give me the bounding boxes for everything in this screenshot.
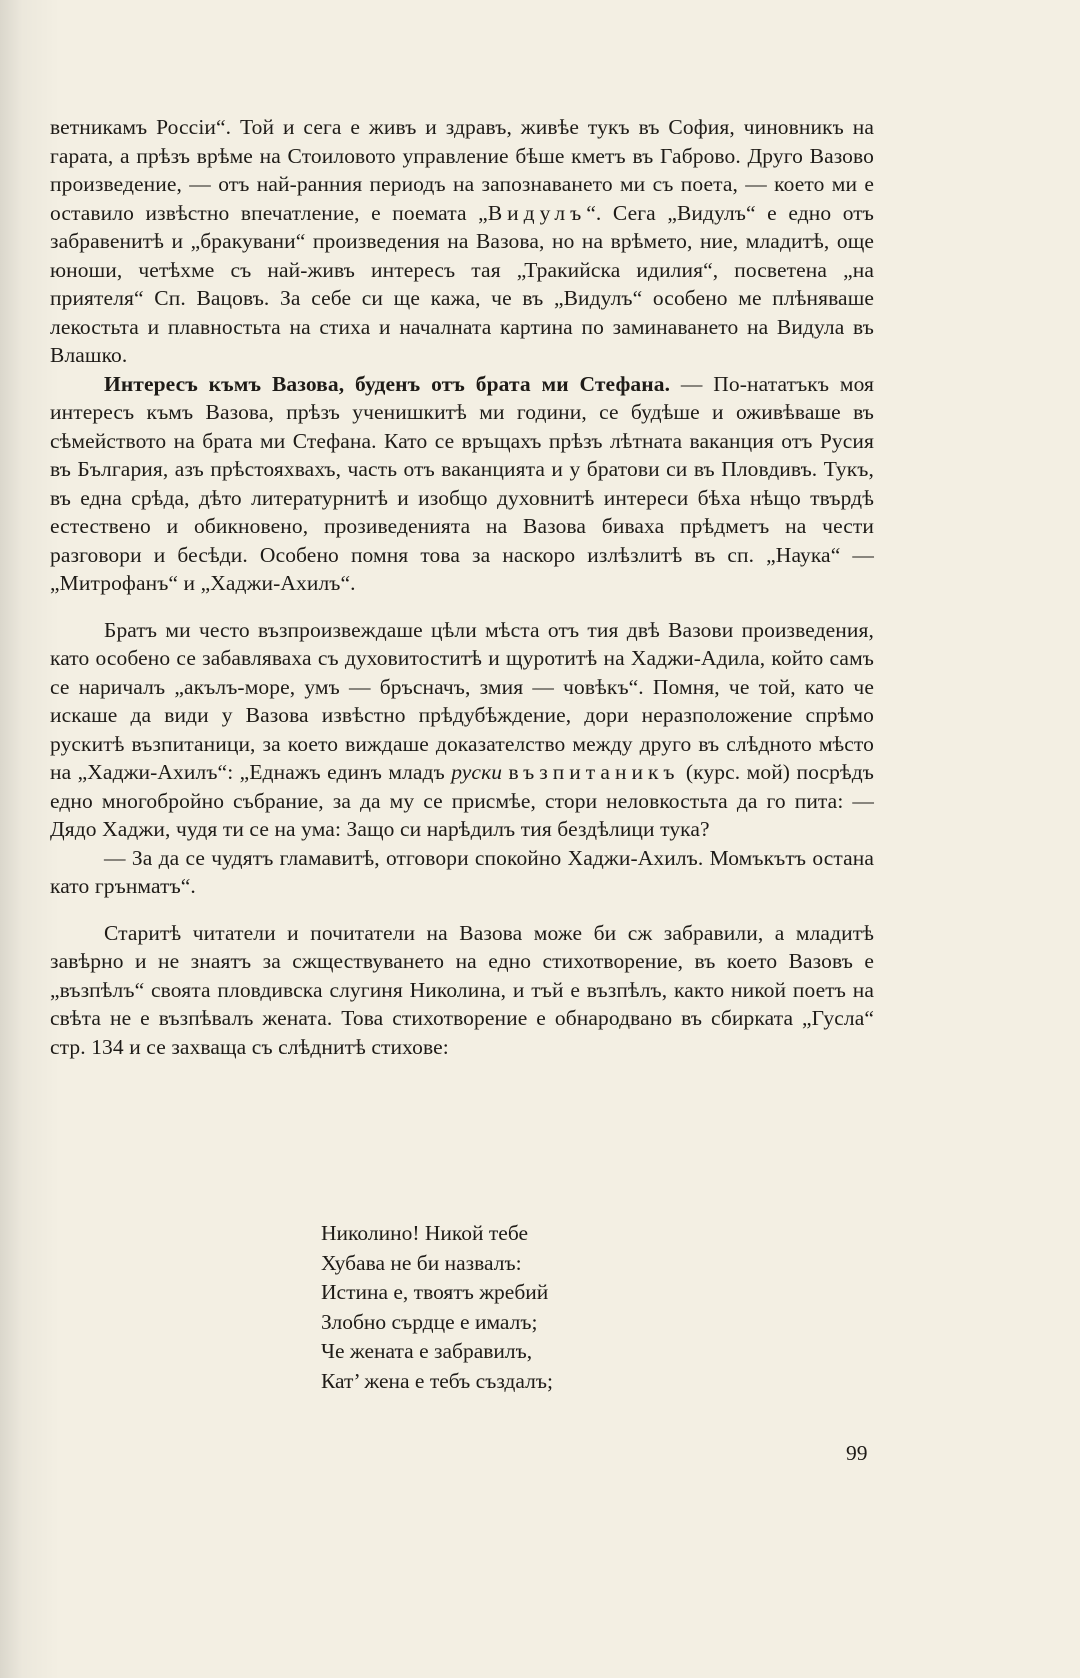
- page-text: [50, 113, 874, 1061]
- paragraph-text: Старитѣ читатели и почитатели на Вазова може би сж забравили, а младитѣ завѣрно и не знаятъ за сжществуването на едно стихотворение, въ което Вазовъ е „възпѣлъ“ своята пловдивска слугиня Николина, и тъй е възпѣлъ, както никой поетъ на свѣта не е възпѣвалъ жената. Това стихотворение е обнародвано въ сбирката „Гусла“ стр. 134 и се захваща съ слѣднитѣ стихове:: [50, 920, 874, 1059]
- poem-line: Хубава не би назвалъ:: [321, 1250, 522, 1275]
- page-number: 99: [846, 1441, 868, 1465]
- paragraph: [50, 844, 874, 901]
- paragraph-text: — По-нататъкъ моя интересъ къмъ Вазова, прѣзъ ученишкитѣ ми години, се будѣше и оживѣваше въ сѣмейството на брата ми Стефана. Като се връщахъ прѣзъ лѣтната ваканция отъ Русия въ България, азъ прѣстояхвахъ, часть отъ ваканцията и у братови си въ Пловдивъ. Тукъ, въ една срѣда, дѣто литературнитѣ и изобщо духовнитѣ интереси бѣха нѣщо твърдѣ естествено и обикновено, прозиведенията на Вазова биваха прѣдметъ на чести разговори и бесѣди. Особено помня това за наскоро излѣзлитѣ въ сп. „Наука“ — „Митрофанъ“ и „Хаджи-Ахилъ“.: [50, 371, 874, 595]
- italic-word: руски: [451, 760, 503, 784]
- paragraph-text: ветникамъ Россіи“. Той и сега е живъ и здравъ, живѣе тукъ въ София, чиновникъ на гарата, а прѣзъ врѣме на Стоиловото управление бѣше кметъ въ Габрово. Друго Вазово произведение, — отъ най-ранния периодъ на запознаването ми съ поета, — което ми е оставило извѣстно впечатление, е поемата „: [50, 115, 874, 225]
- paragraph: [50, 919, 874, 1062]
- spaced-word: възпитаникъ: [508, 760, 680, 784]
- paragraph-text: Братъ ми често възпроизвеждаше цѣли мѣста отъ тия двѣ Вазови произведения, като особено се забавляваха съ духовитоститѣ и щуротитѣ на Хаджи-Адила, който самъ се наричалъ „акълъ-море, умъ — бръсначъ, змия — човѣкъ“. Помня, че той, като че искаше да види у Вазова извѣстно прѣдубѣждение, дори неразположение спрѣмо рускитѣ възпитаници, за което виждаше доказателство между друго въ слѣдното мѣсто на „Хаджи-Ахилъ“: „Еднажъ единъ младъ: [50, 617, 874, 784]
- poem-line: Че жената е забравилъ,: [321, 1339, 533, 1363]
- paragraph-text: (курс. мой) посрѣдъ едно многобройно събрание, за да му се присмѣе, стори неловкостьта да го пита: — Дядо Хаджи, чудя ти се на ума: Защо си нарѣдилъ тия бездѣлици тука?: [50, 760, 874, 841]
- paragraph-text: — За да се чудятъ гламавитѣ, отговори спокойно Хаджи-Ахилъ. Момъкътъ остана като грънматъ“.: [50, 845, 874, 898]
- poem-line: Истина е, твоятъ жребий: [321, 1280, 549, 1304]
- poem: [321, 1219, 553, 1396]
- paragraph: [50, 370, 874, 598]
- paragraph-text: “. Сега „Видулъ“ е едно отъ забравенитѣ и „бракувани“ произведения на Вазова, но на врѣмето, ние, младитѣ, още юноши, четѣхме съ най-живъ интересъ тая „Тракийска идилия“, посветена „на приятеля“ Сп. Вацовъ. За себе си ще кажа, че въ „Видулъ“ особено ме плѣняваше лекостьта и плавностьта на стиха и началната картина по заминаването на Видула въ Влашко.: [50, 200, 875, 367]
- poem-line: Николино! Никой тебе: [321, 1221, 529, 1245]
- paragraph: [50, 616, 874, 844]
- spaced-title: Видулъ: [487, 200, 587, 225]
- poem-line: Злобно сърдце е ималъ;: [321, 1309, 538, 1334]
- paragraph: [50, 113, 874, 370]
- poem-line: Кат’ жена е тебъ създалъ;: [321, 1368, 553, 1393]
- section-heading: Интересъ къмъ Вазова, буденъ отъ брата ми Стефана.: [104, 371, 671, 396]
